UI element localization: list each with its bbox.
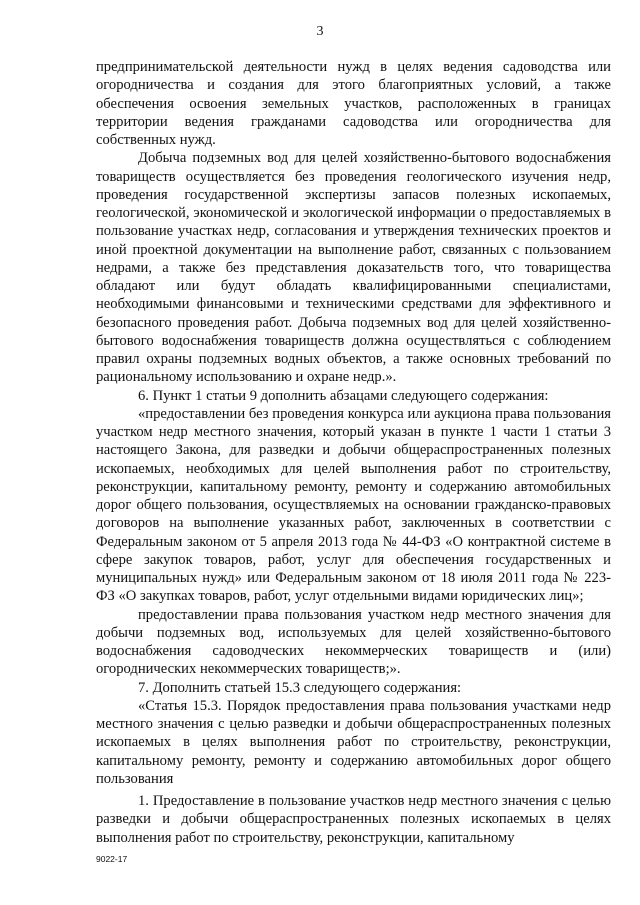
paragraph-groundwater-extraction: Добыча подземных вод для целей хозяйственно-бытового водоснабжения товариществ осуществляется без проведения геологического изучения недр, проведения государственной экспертизы запасов полезных ископаемых, геологической, экономической и экологической информации о предоставляемых в пользование участках недр, согласования и утверждения технических проектов и иной проектной документации на выполнение работ, связанных с пользованием недрами, а также без представления доказательств того, что товарищества обладают или будут обладать квалифицированными специалистами, необходимыми финансовыми и техническими средствами для эффективного и безопасного проведения работ. Добыча подземных вод для целей хозяйственно-бытового водоснабжения товариществ должна осуществляться с соблюдением правил охраны подземных водных объектов, а также основных требований по рациональному использованию и охране недр.». [96,150,611,386]
paragraph-article-15-3-heading: «Статья 15.3. Порядок предоставления права пользования участками недр местного значения с целью разведки и добычи общераспространенных полезных ископаемых в целях выполнения работ по строительству, реконструкции, капитальному ремонту, ремонту и содержанию автомобильных дорог общего пользования [96,697,611,787]
document-code: 9022-17 [96,854,128,864]
document-body [96,58,611,847]
paragraph-quote-provision-water: предоставлении права пользования участком недр местного значения для добычи подземных вод, используемых для целей хозяйственно-бытового водоснабжения садоводческих некоммерческих товариществ и (или) огороднических некоммерческих товариществ;». [96,606,611,678]
paragraph-item-6: 6. Пункт 1 статьи 9 дополнить абзацами следующего содержания: [138,387,549,404]
page-number: 3 [316,24,324,39]
paragraph-article-15-3-clause-1: 1. Предоставление в пользование участков недр местного значения с целью разведки и добычи общераспространенных полезных ископаемых в целях выполнения работ по строительству, реконструкции, капитальному [96,793,611,846]
paragraph-continuation: предпринимательской деятельности нужд в целях ведения садоводства или огородничества и создания для этого благоприятных условий, а также обеспечения освоения земельных участков, расположенных в границах территории ведения гражданами садоводства или огородничества для собственных нужд. [96,59,611,148]
paragraph-quote-provision-roads: «предоставлении без проведения конкурса или аукциона права пользования участком недр местного значения, который указан в пункте 1 части 1 статьи 3 настоящего Закона, для разведки и добычи общераспространенных полезных ископаемых, необходимых для целей выполнения работ по строительству, реконструкции, капитальному ремонту, ремонту и содержанию автомобильных дорог общего пользования, осуществляемых на основании гражданско-правовых договоров на выполнение указанных работ, заключенных в соответствии с Федеральным законом от 5 апреля 2013 года № 44-ФЗ «О контрактной системе в сфере закупок товаров, работ, услуг для обеспечения государственных и муниципальных нужд» или Федеральным законом от 18 июля 2011 года № 223-ФЗ «О закупках товаров, работ, услуг отдельными видами юридических лиц»; [96,405,611,605]
paragraph-item-7: 7. Дополнить статьей 15.3 следующего содержания: [138,679,462,696]
